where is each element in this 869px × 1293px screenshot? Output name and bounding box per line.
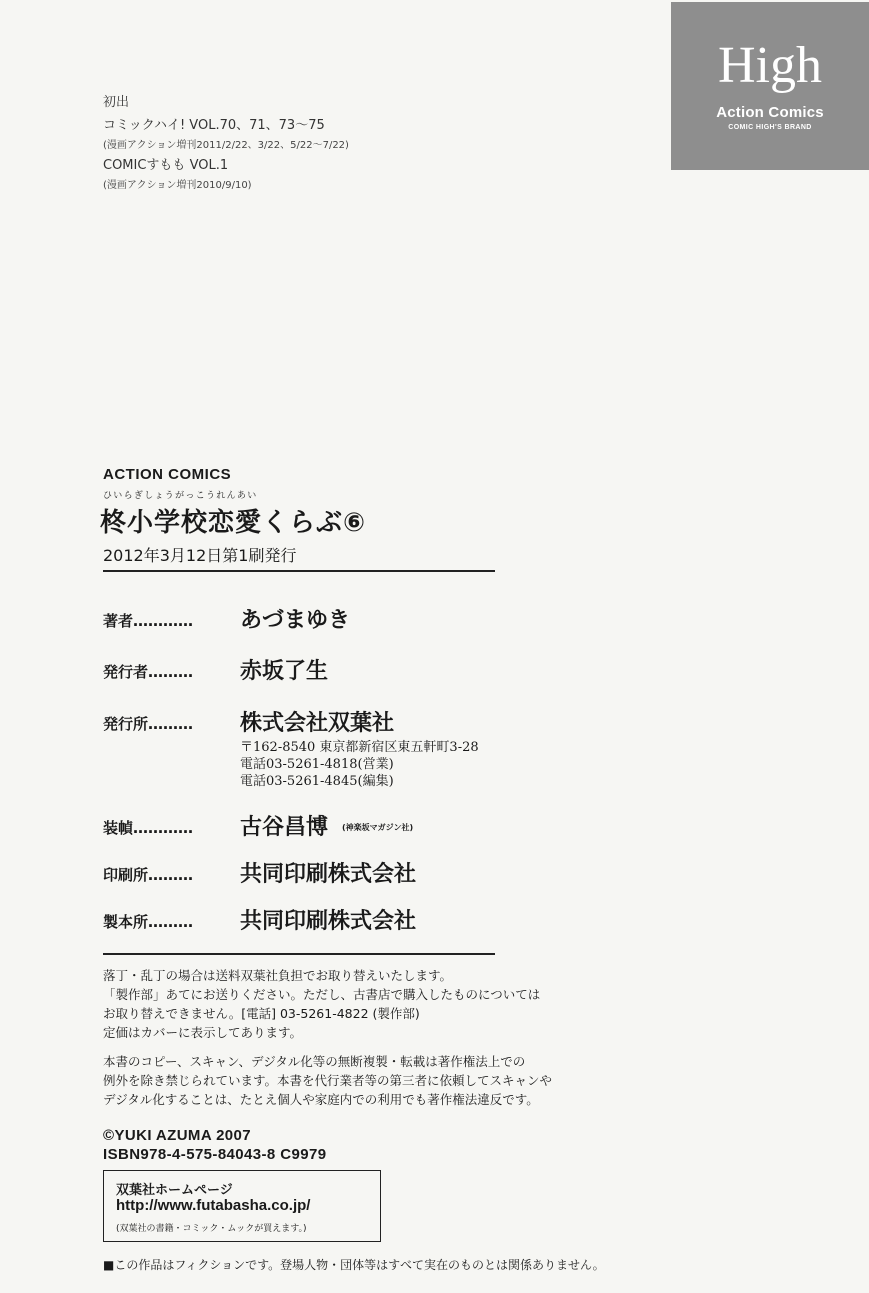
first-pub-line-2: (漫画アクション増刊2011/2/22、3/22、5/22〜7/22): [103, 140, 349, 151]
binder-label: 製本所………: [103, 913, 194, 931]
notice-replacement-3: お取り替えできません。[電話] 03-5261-4822 (製作部): [103, 1006, 420, 1021]
company-label: 発行所………: [103, 715, 194, 733]
designer-affiliation: (神楽坂マガジン社): [342, 823, 414, 832]
author-label: 著者…………: [103, 612, 194, 630]
badge-high-text: High: [718, 37, 822, 94]
first-pub-label: 初出: [103, 95, 130, 110]
homepage-note: (双葉社の書籍・コミック・ムックが買えます。): [116, 1224, 307, 1234]
notice-price: 定価はカバーに表示してあります。: [103, 1025, 303, 1040]
design-label: 装幀…………: [103, 819, 194, 837]
badge-action-comics: Action Comics: [716, 104, 824, 121]
series-name: ACTION COMICS: [103, 466, 232, 483]
notice-copyright-2: 例外を除き禁じられています。本書を代行業者等の第三者に依頼してスキャンや: [103, 1073, 553, 1088]
notice-replacement-2: 「製作部」あてにお送りください。ただし、古書店で購入したものについては: [103, 987, 541, 1002]
binder-name: 共同印刷株式会社: [240, 909, 417, 934]
badge-brand-line: COMIC HIGH'S BRAND: [728, 124, 812, 131]
printer-name: 共同印刷株式会社: [240, 862, 417, 887]
notice-replacement-1: 落丁・乱丁の場合は送料双葉社負担でお取り替えいたします。: [103, 968, 453, 983]
title-ruby: ひいらぎしょうがっこうれんあい: [103, 491, 258, 501]
printer-label: 印刷所………: [103, 866, 194, 884]
publisher-name: 赤坂了生: [240, 659, 329, 684]
tel-sales: 電話03-5261-4818(営業): [240, 757, 394, 772]
author-name: あづまゆき: [240, 608, 351, 633]
first-pub-line-4: (漫画アクション増刊2010/9/10): [103, 180, 252, 191]
notice-copyright-1: 本書のコピー、スキャン、デジタル化等の無断複製・転載は著作権法上での: [103, 1054, 526, 1069]
book-title: 柊小学校恋愛くらぶ⑥: [100, 508, 367, 538]
first-pub-line-3: COMICすもも VOL.1: [103, 158, 229, 173]
notice-copyright-3: デジタル化することは、たとえ個人や家庭内での利用でも著作権法違反です。: [103, 1092, 539, 1107]
homepage-title: 双葉社ホームページ: [116, 1183, 233, 1198]
homepage-url[interactable]: http://www.futabasha.co.jp/: [116, 1197, 311, 1214]
company-address: 〒162-8540 東京都新宿区東五軒町3-28: [240, 740, 479, 755]
fiction-disclaimer: ■この作品はフィクションです。登場人物・団体等はすべて実在のものとは関係ありません。: [103, 1258, 605, 1272]
title-divider: [103, 570, 495, 572]
high-brand-badge: [671, 2, 869, 170]
isbn-line: ISBN978-4-575-84043-8 C9979: [103, 1146, 327, 1163]
homepage-box: [103, 1170, 381, 1242]
issue-date: 2012年3月12日第1刷発行: [103, 546, 297, 565]
copyright-line: ©YUKI AZUMA 2007: [103, 1127, 252, 1144]
credits-divider: [103, 953, 495, 955]
company-name: 株式会社双葉社: [240, 711, 395, 736]
publisher-label: 発行者………: [103, 663, 194, 681]
tel-editorial: 電話03-5261-4845(編集): [240, 774, 394, 789]
designer-name: 古谷昌博: [240, 815, 329, 840]
first-pub-line-1: コミックハイ! VOL.70、71、73〜75: [103, 118, 325, 133]
